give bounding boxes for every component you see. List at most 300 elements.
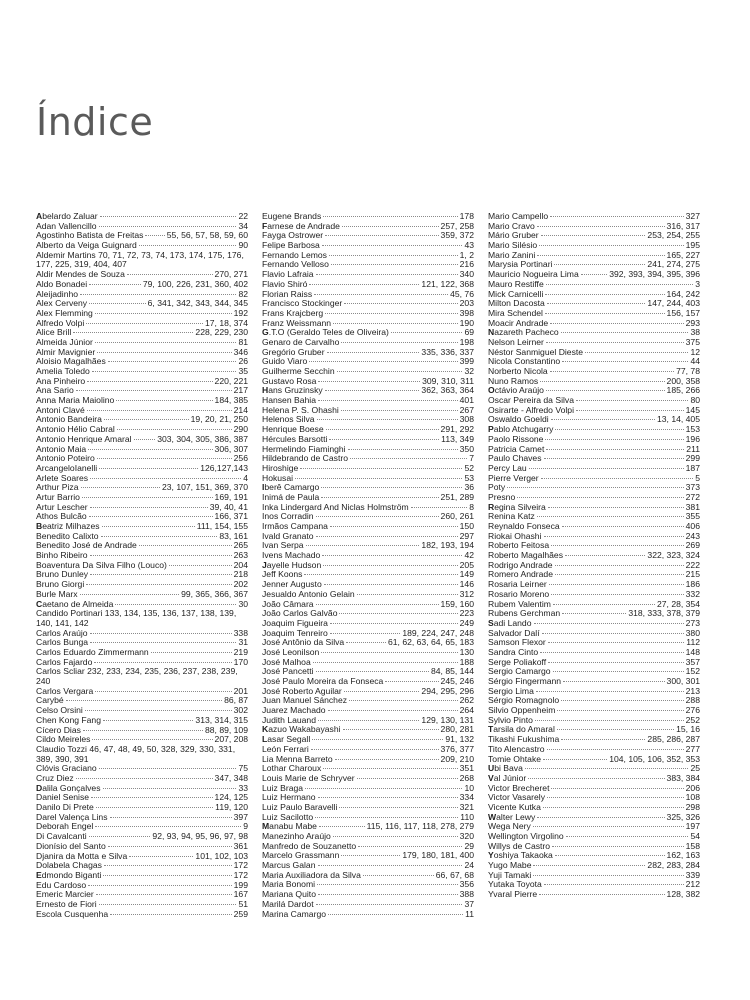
index-entry: [262, 425, 474, 435]
entry-pages: 159, 160: [440, 599, 474, 609]
entry-name: [262, 512, 314, 522]
entry-initial: K: [262, 725, 269, 735]
entry-name-text: asar Segall: [267, 735, 311, 745]
index-entry: [262, 231, 474, 241]
entry-name: [262, 522, 328, 532]
dot-leader: [90, 642, 236, 643]
entry-name: [36, 328, 71, 338]
index-entry: [488, 851, 700, 861]
dot-leader: [553, 671, 684, 672]
entry-pages: 361: [233, 841, 248, 851]
dot-leader: [552, 846, 684, 847]
entry-name-text: ctávio Araújo: [494, 386, 544, 396]
dot-leader: [548, 662, 684, 663]
index-entry: [262, 871, 474, 881]
entry-name: [262, 415, 315, 425]
entry-pages: 152: [685, 667, 700, 677]
index-entry: [488, 600, 700, 610]
entry-name: [488, 541, 549, 551]
dot-leader: [94, 662, 231, 663]
entry-name: [36, 299, 87, 309]
entry-pages: 162, 163: [666, 851, 700, 861]
entry-name: [36, 881, 86, 891]
entry-name-text: Luiz Paulo Baravelli: [262, 802, 338, 812]
page-title: Índice: [36, 100, 154, 144]
index-entry: [262, 910, 474, 920]
entry-name: [488, 319, 548, 329]
index-entry: [262, 667, 474, 677]
dot-leader: [550, 323, 683, 324]
entry-name: [488, 706, 555, 716]
entry-name-text: Roberto Magalhães: [488, 551, 564, 561]
entry-pages: 199: [233, 880, 248, 890]
entry-pages: 149: [459, 570, 474, 580]
index-column-2: [262, 212, 474, 919]
entry-name-text: anabu Mabe: [269, 822, 317, 832]
index-entry: [36, 696, 248, 706]
entry-name: [488, 745, 545, 755]
entry-name-text: Genaro de Carvalho: [262, 337, 340, 347]
index-entry: [488, 890, 700, 900]
entry-name-text: Ivens Machado: [262, 551, 321, 561]
index-entry: [36, 280, 248, 290]
index-entry: [488, 561, 700, 571]
entry-name: [262, 677, 383, 687]
index-entry: [262, 512, 474, 522]
entry-name: [488, 435, 543, 445]
entry-pages: 316, 317: [666, 221, 700, 231]
entry-name: [262, 406, 339, 416]
entry-name-text: Jesualdo Antonio Gelain: [262, 589, 355, 599]
entry-name: [488, 309, 543, 319]
entry-pages: 263: [233, 551, 248, 561]
entry-name: [262, 260, 329, 270]
entry-name: [488, 784, 549, 794]
entry-pages: 269: [685, 541, 700, 551]
entry-name: [36, 822, 93, 832]
entry-name-text: Marilá Dardot: [262, 899, 314, 909]
index-entry: [488, 638, 700, 648]
dot-leader: [87, 381, 212, 382]
entry-pages: 200, 358: [666, 376, 700, 386]
entry-name: [262, 735, 310, 745]
entry-name: [36, 658, 92, 668]
index-entry: [262, 454, 474, 464]
dot-leader: [555, 565, 684, 566]
index-entry: [36, 348, 248, 358]
index-entry: [488, 483, 700, 493]
entry-name-text: Gustavo Rosa: [262, 376, 317, 386]
entry-name-text: Antonio Bandeira: [36, 415, 102, 425]
entry-pages: 12: [690, 347, 700, 357]
entry-name-text: dmondo Biganti: [41, 870, 102, 880]
entry-pages: 188: [459, 657, 474, 667]
entry-name: [262, 367, 335, 377]
entry-name-text: Roberto Feitosa: [488, 541, 550, 551]
entry-pages: 253, 254, 255: [647, 231, 700, 241]
entry-name: [36, 386, 74, 396]
entry-name: [36, 541, 137, 551]
entry-pages: 27, 28, 354: [656, 599, 700, 609]
entry-name: [488, 619, 532, 629]
entry-pages: 318, 333, 378, 379: [628, 609, 700, 619]
entry-name-text: João Câmara: [262, 599, 314, 609]
entry-name-text: Joaquim Tenreiro: [262, 628, 328, 638]
entry-name-text: Ana Pinheiro: [36, 376, 86, 386]
index-entry: [262, 222, 474, 232]
entry-pages: 108: [685, 793, 700, 803]
entry-pages: 325, 326: [666, 812, 700, 822]
entry-pages: 356: [459, 880, 474, 890]
entry-pages: 313, 314, 315: [195, 715, 248, 725]
entry-name-text: Ana Sario: [36, 386, 74, 396]
entry-name: [36, 348, 95, 358]
entry-pages: 392, 393, 394, 395, 396: [609, 270, 700, 280]
dot-leader: [104, 419, 189, 420]
index-entry: [262, 880, 474, 890]
index-entry: [488, 309, 700, 319]
entry-name-text: Rosario Moreno: [488, 589, 550, 599]
entry-pages: 300, 301: [666, 677, 700, 686]
entry-name: [488, 425, 553, 435]
entry-name: [488, 677, 561, 687]
entry-name-text: Judith Lauand: [262, 715, 316, 725]
dot-leader: [331, 264, 458, 265]
dot-leader: [102, 526, 195, 527]
dot-leader: [127, 274, 213, 275]
dot-leader: [341, 410, 458, 411]
entry-name: [262, 483, 319, 493]
entry-name-text: Marysia Portinari: [488, 260, 553, 270]
dot-leader: [551, 594, 684, 595]
entry-name-text: Alex Flemming: [36, 308, 93, 318]
index-entry: [488, 474, 700, 484]
entry-pages: 213: [685, 686, 700, 696]
entry-name-text: Carlos Vergara: [36, 686, 94, 696]
entry-name-text: Luiz Sacilotto: [262, 812, 314, 822]
entry-name: [488, 648, 538, 658]
entry-name: [262, 231, 323, 241]
entry-name-text: arnese de Andrade: [267, 221, 340, 231]
entry-pages: 312: [459, 589, 474, 599]
entry-pages: 90: [238, 241, 248, 251]
index-entry: [262, 299, 474, 309]
entry-name: [36, 512, 87, 522]
entry-name-text: Helena P. S. Ohashi: [262, 405, 339, 415]
dot-leader: [76, 390, 232, 391]
entry-name: [262, 861, 316, 871]
entry-name-text: Antoni Clavé: [36, 405, 85, 415]
entry-name: [488, 832, 564, 842]
entry-name: [488, 590, 549, 600]
entry-name: [36, 648, 149, 658]
entry-name-text: Antonio Maia: [36, 444, 87, 454]
index-entry: [36, 813, 248, 823]
entry-pages: 262: [459, 696, 474, 706]
index-entry: [36, 648, 248, 658]
entry-name: [262, 706, 326, 716]
index-entry: [262, 357, 474, 367]
entry-name-text: belardo Zaluar: [42, 212, 98, 221]
index-entry: [488, 880, 700, 890]
dot-leader: [561, 332, 689, 333]
entry-pages: 215: [685, 570, 700, 580]
index-entry: [488, 842, 700, 852]
entry-name: [262, 299, 342, 309]
dot-leader: [318, 894, 458, 895]
entry-pages: 54: [690, 832, 700, 841]
index-entry: [488, 725, 700, 735]
entry-pages: 214: [233, 405, 248, 415]
dot-leader: [90, 507, 208, 508]
entry-name: [488, 222, 535, 232]
entry-name-text: José Antônio da Silva: [262, 638, 345, 648]
dot-leader: [329, 439, 439, 440]
dot-leader: [151, 652, 232, 653]
entry-name-text: ArcangeloIanelli: [36, 463, 98, 473]
entry-pages: 10: [464, 783, 474, 793]
index-entry: [488, 222, 700, 232]
entry-name-text: Mick Carnicelli: [488, 289, 544, 299]
index-entry: [488, 784, 700, 794]
entry-name: [262, 725, 341, 735]
entry-name-text: Flavio Lafraia: [262, 270, 314, 280]
index-entry: [36, 493, 248, 503]
index-entry: [36, 687, 248, 697]
index-entry: [262, 348, 474, 358]
entry-pages: 113, 349: [441, 434, 474, 444]
entry-name: [488, 725, 555, 735]
dot-leader: [315, 817, 458, 818]
entry-name: [36, 638, 88, 648]
index-entry: [36, 445, 248, 455]
dot-leader: [537, 516, 684, 517]
entry-name: [262, 667, 314, 677]
entry-pages: 206: [685, 783, 700, 793]
index-entry: [36, 464, 248, 474]
entry-pages: 299: [685, 454, 700, 464]
entry-name: [262, 696, 347, 706]
index-entry: [262, 590, 474, 600]
entry-pages: 38: [690, 328, 700, 338]
entry-pages: 81: [238, 337, 248, 347]
entry-name: [36, 696, 64, 706]
entry-name: [262, 319, 331, 329]
entry-pages: 192: [233, 308, 248, 318]
entry-pages: 84, 85, 144: [430, 667, 474, 677]
index-entry: [262, 706, 474, 716]
dot-leader: [551, 419, 655, 420]
dot-leader: [80, 594, 180, 595]
entry-name: [488, 735, 559, 745]
index-entry: [488, 793, 700, 803]
entry-name: [36, 377, 85, 387]
entry-name: [488, 580, 547, 590]
entry-pages: 5: [695, 473, 700, 483]
entry-pages: 91, 132: [445, 735, 474, 745]
entry-name: [36, 813, 108, 823]
entry-pages: 32: [464, 367, 474, 376]
index-entry: [488, 396, 700, 406]
dot-leader: [547, 797, 684, 798]
entry-name-text: Renina Katz: [488, 512, 535, 522]
entry-name: [36, 687, 93, 697]
entry-pages: 259: [233, 909, 248, 919]
entry-pages: 398: [459, 308, 474, 318]
entry-name-text: Sandra Cinto: [488, 647, 539, 657]
entry-name-text: Adan Vallencillo: [36, 221, 97, 231]
dot-leader: [548, 642, 685, 643]
entry-pages: 256: [233, 454, 248, 464]
index-entry: [488, 687, 700, 697]
dot-leader: [295, 478, 462, 479]
entry-pages: 158: [685, 841, 700, 851]
entry-name-text: Manfredo de Souzanetto: [262, 841, 357, 851]
entry-pages: 249: [459, 618, 474, 628]
entry-name: [262, 464, 298, 474]
index-entry: [488, 212, 700, 222]
entry-name-text: Alex Cerveny: [36, 299, 88, 309]
dot-leader: [92, 371, 237, 372]
dot-leader: [97, 458, 232, 459]
entry-name-text: alter Lewy: [496, 812, 536, 822]
entry-name: [488, 483, 505, 493]
index-entry: [488, 319, 700, 329]
dot-leader: [341, 342, 457, 343]
entry-name-text: Edu Cardoso: [36, 880, 87, 890]
dot-leader: [145, 235, 164, 236]
entry-name-text: Almeida Júnior: [36, 337, 93, 347]
dot-leader: [89, 836, 151, 837]
dot-leader: [108, 846, 232, 847]
index-entry: [262, 687, 474, 697]
index-entry: [488, 270, 700, 280]
index-entry: [36, 319, 248, 329]
entry-name: [36, 590, 78, 600]
dot-leader: [316, 516, 439, 517]
entry-name: [36, 367, 90, 377]
dot-leader: [103, 875, 231, 876]
entry-name: [262, 900, 314, 910]
entry-name-text: Bruno Dunley: [36, 570, 89, 580]
dot-leader: [325, 313, 458, 314]
index-entry: [36, 551, 248, 561]
dot-leader: [541, 235, 646, 236]
index-entry: [488, 280, 700, 290]
entry-name: [488, 764, 523, 774]
entry-pages: 302: [233, 706, 248, 716]
entry-pages: 172: [233, 870, 248, 880]
index-entry: [36, 541, 248, 551]
index-entry: [36, 474, 248, 484]
index-entry: [36, 629, 248, 639]
entry-name: [262, 910, 326, 920]
dot-leader: [550, 371, 674, 372]
entry-pages: 277: [685, 744, 700, 754]
index-entry: [488, 580, 700, 590]
entry-pages: 34: [238, 221, 248, 231]
entry-name-text: azuo Wakabayashi: [268, 725, 341, 735]
entry-pages: 265: [233, 541, 248, 551]
dot-leader: [99, 226, 237, 227]
dot-leader: [316, 274, 458, 275]
index-entry: [488, 764, 700, 774]
entry-name-text: Hildebrando de Castro: [262, 454, 348, 464]
entry-name: [262, 658, 311, 668]
entry-pages: 204: [233, 560, 248, 570]
entry-name-text: Luiz Braga: [262, 783, 304, 793]
entry-pages: 79, 100, 226, 231, 360, 402: [142, 279, 248, 289]
entry-name-text: Oswaldo Goeldi: [488, 415, 549, 425]
index-column-3: [488, 212, 700, 900]
index-entry: [488, 260, 700, 270]
index-entry: [262, 212, 474, 222]
dot-leader: [533, 865, 645, 866]
entry-name-text: Wega Nery: [488, 822, 531, 832]
entry-name: [488, 328, 559, 338]
entry-pages: 167: [233, 890, 248, 900]
dot-leader: [561, 739, 645, 740]
entry-name-text: Norberto Nicola: [488, 367, 548, 376]
index-entry: [36, 706, 248, 716]
entry-pages: 150: [459, 522, 474, 531]
entry-name-text: José Leonilson: [262, 647, 320, 657]
entry-initial: W: [488, 812, 497, 822]
entry-pages: 44: [690, 357, 700, 367]
entry-name-text: João Carlos Galvão: [262, 609, 338, 619]
dot-leader: [555, 574, 684, 575]
entry-name-text: adi Lando: [493, 618, 532, 628]
entry-name-text: Sergio Lima: [488, 686, 534, 696]
entry-name: [262, 570, 302, 580]
entry-name-text: Guido Viaro: [262, 357, 308, 367]
index-entry: [262, 541, 474, 551]
dot-leader: [86, 323, 203, 324]
index-entry: [262, 755, 474, 765]
dot-leader: [313, 662, 458, 663]
entry-pages: 37: [464, 899, 474, 909]
entry-name-text: Paolo Rissone: [488, 434, 544, 444]
index-entry: [36, 842, 248, 852]
entry-name: [36, 716, 101, 726]
entry-name: [488, 386, 544, 396]
dot-leader: [318, 720, 419, 721]
entry-pages: 4: [243, 473, 248, 483]
entry-name: [488, 880, 542, 890]
entry-name-text: Yvaral Pierre: [488, 890, 538, 900]
dot-leader: [95, 691, 231, 692]
dot-leader: [343, 729, 439, 730]
entry-name: [488, 667, 551, 677]
entry-name: [262, 716, 316, 726]
entry-initial: B: [36, 522, 43, 532]
dot-leader: [321, 497, 438, 498]
index-entry: [488, 648, 700, 658]
entry-pages: 339: [685, 870, 700, 880]
dot-leader: [357, 594, 458, 595]
entry-name-text: Marcelo Grassmann: [262, 851, 340, 861]
dot-leader: [323, 565, 457, 566]
entry-name-text: ans Gruzinsky: [268, 386, 323, 396]
index-entry: [262, 406, 474, 416]
entry-name-text: Willys de Castro: [488, 841, 551, 851]
entry-name: [36, 415, 102, 425]
dot-leader: [507, 487, 683, 488]
entry-initial: S: [488, 618, 494, 628]
index-entry: [262, 319, 474, 329]
dot-leader: [312, 739, 443, 740]
index-entry: [262, 522, 474, 532]
